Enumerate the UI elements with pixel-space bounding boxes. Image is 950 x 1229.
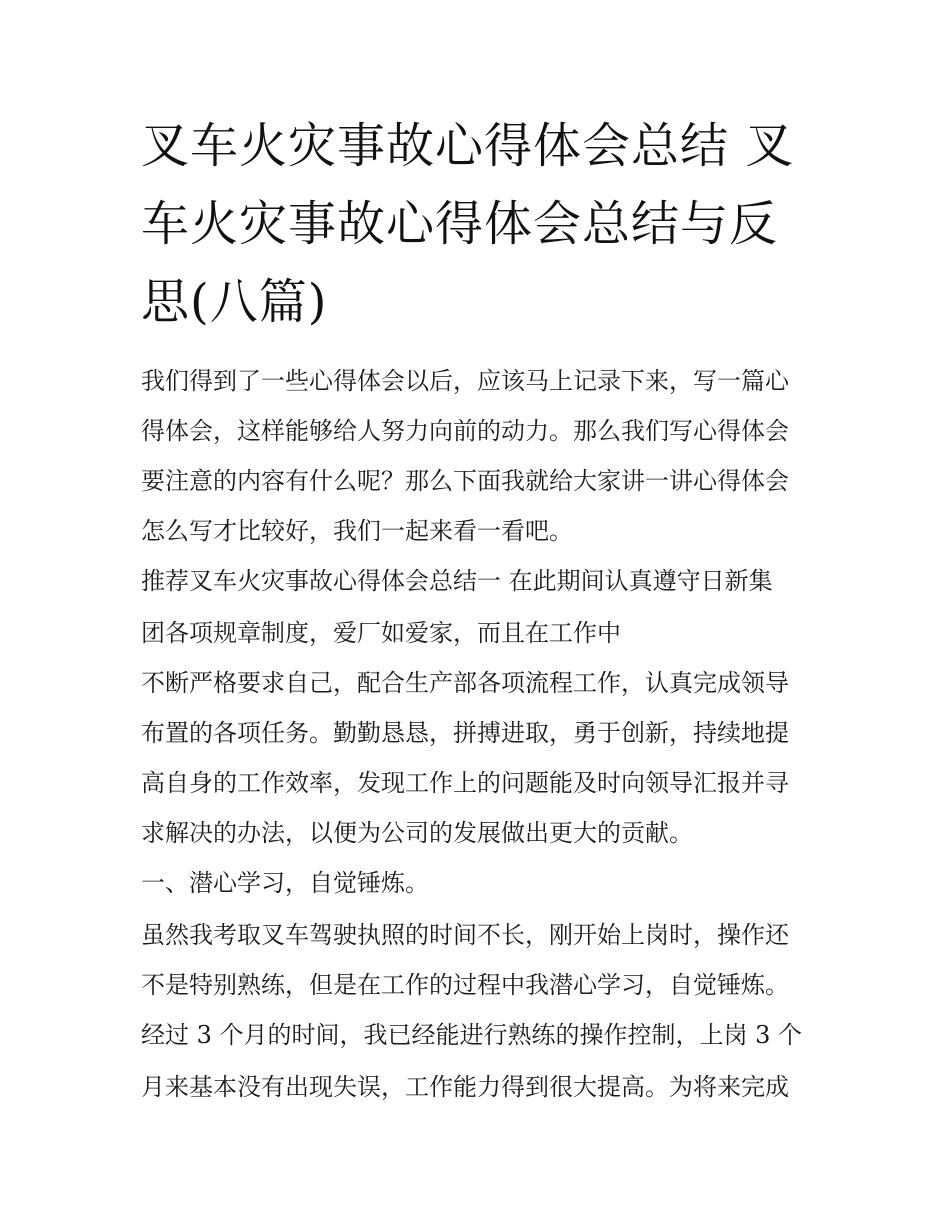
document-title-line-2: 车火灾事故心得体会总结与反 xyxy=(141,196,779,252)
paragraph-line: 月来基本没有出现失误，工作能力得到很大提高。为将来完成 xyxy=(141,1073,789,1101)
paragraph-line: 布置的各项任务。勤勤恳恳，拼搏进取，勇于创新，持续地提 xyxy=(141,719,789,747)
paragraph-line: 要注意的内容有什么呢？那么下面我就给大家讲一讲心得体会 xyxy=(141,467,789,495)
paragraph-line: 怎么写才比较好，我们一起来看一看吧。 xyxy=(141,517,573,545)
paragraph-line: 虽然我考取叉车驾驶执照的时间不长，刚开始上岗时，操作还 xyxy=(141,921,789,949)
paragraph-line: 高自身的工作效率，发现工作上的问题能及时向领导汇报并寻 xyxy=(141,769,789,797)
paragraph-line: 不是特别熟练，但是在工作的过程中我潜心学习，自觉锤炼。 xyxy=(141,971,789,999)
paragraph-line: 推荐叉车火灾事故心得体会总结一 在此期间认真遵守日新集 xyxy=(141,567,773,595)
document-title-line-1: 叉车火灾事故心得体会总结 叉 xyxy=(141,118,795,174)
document-title-line-3: 思(八篇) xyxy=(141,274,328,330)
section-heading: 一、潜心学习，自觉锤炼。 xyxy=(141,869,429,897)
paragraph-line: 团各项规章制度，爱厂如爱家，而且在工作中 xyxy=(141,619,621,647)
paragraph-line: 得体会，这样能够给人努力向前的动力。那么我们写心得体会 xyxy=(141,417,789,445)
paragraph-line: 不断严格要求自己，配合生产部各项流程工作，认真完成领导 xyxy=(141,669,789,697)
paragraph-line: 求解决的办法，以便为公司的发展做出更大的贡献。 xyxy=(141,819,693,847)
paragraph-line: 经过 3 个月的时间，我已经能进行熟练的操作控制，上岗 3 个 xyxy=(141,1021,803,1049)
paragraph-line: 我们得到了一些心得体会以后，应该马上记录下来，写一篇心 xyxy=(141,367,789,395)
